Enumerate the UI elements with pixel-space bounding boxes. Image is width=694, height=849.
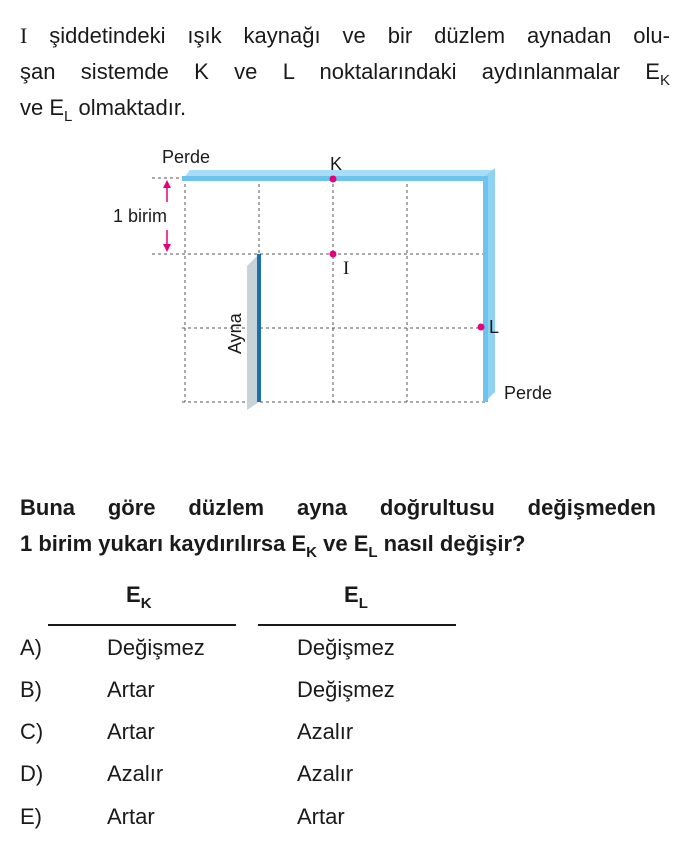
- light-source-point: [330, 251, 337, 258]
- option-a[interactable]: A) Değişmez Değişmez: [20, 635, 395, 660]
- column-rule-ek: [48, 624, 236, 626]
- point-l-label: L: [489, 317, 500, 337]
- point-k: [330, 176, 337, 183]
- intensity-symbol: I: [20, 23, 28, 48]
- option-b[interactable]: B) Artar Değişmez: [20, 677, 395, 702]
- problem-statement: [20, 18, 670, 126]
- point-k-label: K: [330, 154, 343, 174]
- top-screen-label: Perde: [162, 147, 211, 167]
- statement-line-3: ve $E_L$ olmaktadır.: [20, 95, 187, 125]
- option-c[interactable]: C) Artar Azalır: [20, 719, 354, 744]
- source-label: I: [343, 258, 350, 279]
- right-screen-label: Perde: [504, 383, 553, 403]
- statement-line-1: I şiddetindeki ışık kaynağı ve bir düzlem aynadan olu-: [20, 23, 670, 48]
- column-header-el: $E_L$: [344, 582, 368, 612]
- mirror: [247, 254, 261, 410]
- unit-label: 1 birim: [113, 206, 168, 226]
- option-d[interactable]: D) Azalır Azalır: [20, 761, 354, 786]
- column-header-ek: $E_K$: [126, 582, 152, 612]
- mirror-label: Ayna: [225, 313, 245, 354]
- subscript-k: K: [659, 72, 670, 89]
- column-rule-el: [258, 624, 456, 626]
- right-screen: [483, 168, 495, 402]
- question-line-1: Buna göre düzlem ayna doğrultusu değişmeden: [20, 495, 656, 520]
- option-e[interactable]: E) Artar Artar: [20, 804, 345, 829]
- subscript-l: L: [64, 108, 73, 125]
- question: [20, 490, 656, 562]
- question-line-2: 1 birim yukarı kaydırılırsa $E_K$ ve $E_L$ nasıl değişir?: [20, 531, 526, 561]
- grid: [152, 178, 485, 402]
- statement-line-2: şan sistemde K ve L noktalarındaki aydınlanmalar $E_K$: [20, 59, 670, 89]
- point-l: [478, 324, 485, 331]
- optics-diagram: [0, 140, 694, 430]
